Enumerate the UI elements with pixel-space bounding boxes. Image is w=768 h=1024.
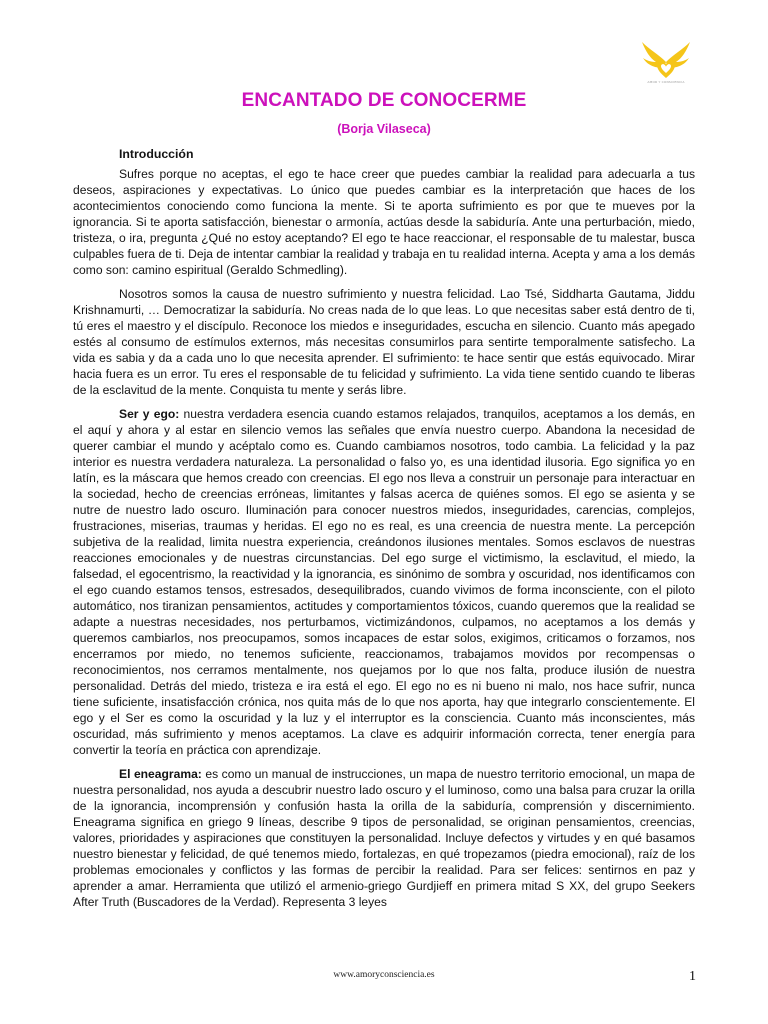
paragraph-text: nuestra verdadera esencia cuando estamos relajados, tranquilos, aceptamos a los demás, en el aquí y ahora y al estar en silencio vemos las señales que envía nuestro cuerpo. Abandona la necesidad de querer cambiar el mundo y acéptalo como es. Cuando cambiamos nosotros, todo cambia. La felicidad y la paz interior es nuestra verdadera naturaleza. La personalidad o falso yo, es una identidad ilusoria. Ego significa yo en latín, es la máscara que hemos creado con creencias. El ego nos lleva a construir un personaje para interactuar en la sociedad, hecho de creencias erróneas, limitantes y falsas acerca de quiénes somos. El ego se asienta y se nutre de nuestro lado oscuro. Iluminación para conocer nuestros miedos, inseguridades, carencias, complejos, frustraciones, miserias, traumas y heridas. El ego no es real, es una creencia de nuestra mente. La percepción subjetiva de la realidad, limita nuestra experiencia, creándonos ilusiones mentales. Somos esclavos de nuestras reacciones emocionales y de nuestras circunstancias. Del ego surge el victimismo, la esclavitud, el miedo, la falsedad, el egocentrismo, la reactividad y la ignorancia, es sinónimo de sombra y oscuridad, nos identificamos con el ego cuando estamos tensos, estresados, desequilibrados, cuando vivimos de forma inconsciente, con el piloto automático, nos tiranizan pensamientos, actitudes y comportamientos tóxicos, cuando queremos que la realidad se adapte a nuestras necesidades, nos perturbamos, victimizándonos, culpamos, no aceptamos a los demás y queremos cambiarlos, nos preocupamos, somos incapaces de estar solos, exigimos, criticamos o forzamos, nos encerramos por miedo, no tenemos suficiente, reaccionamos, trabajamos movidos por recompensas o reconocimientos, nos cerramos mentalmente, nos quejamos por lo que nos falta, produce ilusión de nuestra personalidad. Detrás del miedo, tristeza e ira está el ego. El ego no es ni bueno ni malo, nos hace sufrir, nunca tiene suficiente, insatisfacción crónica, nos quita más de lo que nos aporta, hay que integrarlo conscientemente. El ego y el Ser es como la oscuridad y la luz y el interruptor es la consciencia. Cuanto más inconscientes, más oscuridad, más sufrimiento y menos aceptamos. La clave es adquirir información correcta, tener energía para convertir la teoría en práctica con aprendizaje. [73, 407, 695, 757]
logo-caption: AMOR Y CONSCIENCIA [647, 80, 685, 84]
section-heading-introduccion: Introducción [119, 147, 194, 161]
paragraph-1 [73, 166, 695, 278]
paragraph-lead: El eneagrama: [119, 767, 202, 781]
document-title: ENCANTADO DE CONOCERME [241, 90, 527, 111]
paragraph-eneagrama [73, 766, 695, 910]
paragraph-2 [73, 286, 695, 398]
page-number: 1 [689, 969, 696, 984]
winged-heart-logo-icon [640, 40, 692, 82]
document-author: (Borja Vilaseca) [337, 122, 431, 136]
paragraph-text: Nosotros somos la causa de nuestro sufrimiento y nuestra felicidad. Lao Tsé, Siddharta Gautama, Jiddu Krishnamurti, … Democratizar la sabiduría. No creas nada de lo que leas. Lo que necesitas saber está dentro de ti, tú eres el maestro y el discípulo. Reconoce los miedos e inseguridades, escucha en silencio. Cuanto más apegado estés al consumo de estímulos externos, más necesitas consumirlos para sentirte temporalmente satisfecho. La vida es sabia y da a cada uno lo que necesita aprender. El sufrimiento: te hace sentir que estás equivocado. Mirar hacia fuera es un error. Tu eres el responsable de tu felicidad y sufrimiento. La vida tiene sentido cuando te liberas de la esclavitud de la mente. Conquista tu mente y serás libre. [73, 287, 695, 397]
paragraph-text: es como un manual de instrucciones, un mapa de nuestro territorio emocional, un mapa de nuestra personalidad, nos ayuda a descubrir nuestro lado oscuro y el luminoso, como una balsa para cruzar la orilla de la ignorancia, incomprensión y confusión hasta la orilla de la sabiduría, comprensión y discernimiento. Eneagrama significa en griego 9 líneas, describe 9 tipos de personalidad, se originan pensamientos, creencias, valores, prioridades y aspiraciones que constituyen la personalidad. Incluye defectos y virtudes y en qué basamos nuestro bienestar y felicidad, de qué tenemos miedo, fortalezas, en qué tropezamos (piedra emocional), raíz de los problemas emocionales y conflictos y las formas de percibir la realidad. Para ser felices: sentirnos en paz y aprender a amar. Herramienta que utilizó el armenio-griego Gurdjieff en primera mitad S XX, del grupo Seekers After Truth (Buscadores de la Verdad). Representa 3 leyes [73, 767, 695, 909]
paragraph-text: Sufres porque no aceptas, el ego te hace creer que puedes cambiar la realidad para adecuarla a tus deseos, aspiraciones y expectativas. Lo único que puedes cambiar es la interpretación que haces de los acontecimientos conociendo como funciona la mente. Si te aporta sufrimiento es por que te mueves por la ignorancia. Si te aporta satisfacción, bienestar o armonía, actúas desde la sabiduría. Ante una perturbación, miedo, tristeza, o ira, pregunta ¿Qué no estoy aceptando? El ego te hace reaccionar, el responsable de tu malestar, busca culpables fuera de ti. Deja de intentar cambiar la realidad y trabaja en tu realidad interna. Acepta y ama a los demás como son: camino espiritual (Geraldo Schmedling). [73, 167, 695, 277]
paragraph-lead: Ser y ego: [119, 407, 180, 421]
document-body [73, 146, 695, 918]
footer-url: www.amoryconsciencia.es [333, 970, 435, 980]
paragraph-ser-y-ego [73, 406, 695, 758]
